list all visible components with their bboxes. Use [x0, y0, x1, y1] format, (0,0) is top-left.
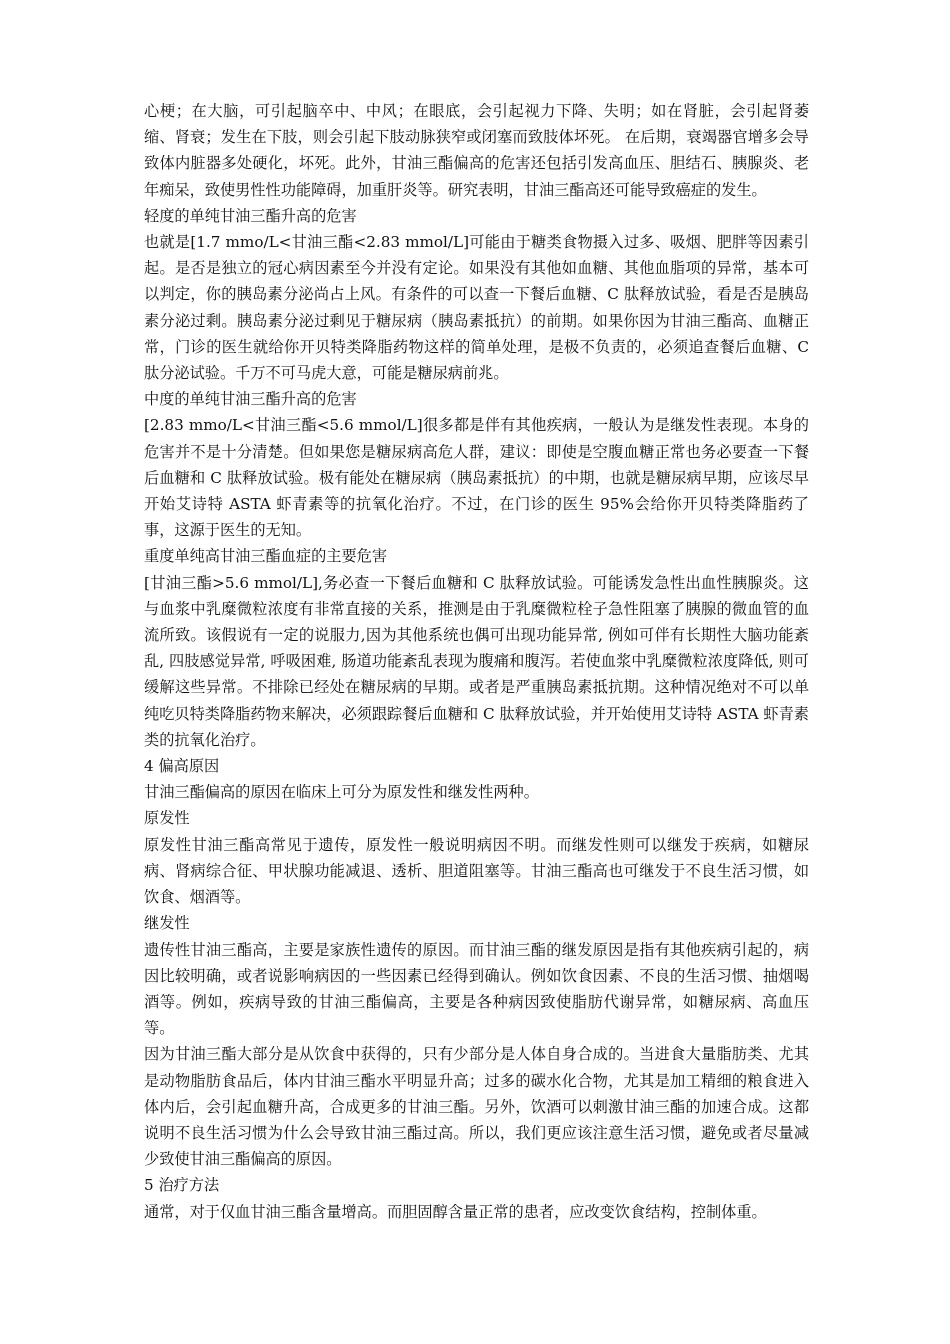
paragraph-severe-elevation: [甘油三酯>5.6 mmol/L],务必查一下餐后血糖和 C 肽释放试验。可能诱发急性出血性胰腺炎。这与血浆中乳糜微粒浓度有非常直接的关系，推测是由于乳糜微粒栓子急性阻塞了胰腺的微血管的血流所致。该假说有一定的说服力,因为其他系统也偶可出现功能异常, 例如可伴有长期性大脑功能紊乱, 四肢感觉异常, 呼吸困难, 肠道功能紊乱表现为腹痛和腹泻。若使血浆中乳糜微粒浓度降低, 则可缓解这些异常。不排除已经处在糖尿病的早期。或者是严重胰岛素抵抗期。这种情况绝对不可以单纯吃贝特类降脂药物来解决，必须跟踪餐后血糖和 C 肽释放试验，并开始使用艾诗特 ASTA 虾青素类的抗氧化治疗。	[144, 573, 809, 749]
paragraph-complications: 心梗；在大脑，可引起脑卒中、中风；在眼底，会引起视力下降、失明；如在肾脏，会引起肾萎缩、肾衰；发生在下肢，则会引起下肢动脉狭窄或闭塞而致肢体坏死。 在后期，衰竭器官增多会导致体内脏器多处硬化，坏死。此外，甘油三酯偏高的危害还包括引发高血压、胆结石、胰腺炎、老年痴呆，致使男性性功能障碍，加重肝炎等。研究表明，甘油三酯高还可能导致癌症的发生。	[144, 102, 809, 199]
paragraph-secondary: 遗传性甘油三酯高，主要是家族性遗传的原因。而甘油三酯的继发原因是指有其他疾病引起的，病因比较明确，或者说影响病因的一些因素已经得到确认。例如饮食因素、不良的生活习惯、抽烟喝酒等。例如，疾病导致的甘油三酯偏高，主要是各种病因致使脂肪代谢异常，如糖尿病、高血压等。	[144, 940, 809, 1038]
document-page	[144, 98, 809, 1225]
paragraph-moderate-elevation: [2.83 mmo/L<甘油三酯<5.6 mmol/L]很多都是伴有其他疾病，一般认为是继发性表现。本身的危害并不是十分清楚。但如果您是糖尿病高危人群，建议：即使是空腹血糖正常也务必要查一下餐后血糖和 C 肽释放试验。极有能处在糖尿病（胰岛素抵抗）的中期，也就是糖尿病早期，应该尽早开始艾诗特 ASTA 虾青素等的抗氧化治疗。不过，在门诊的医生 95%会给你开贝特类降脂药了事，这源于医生的无知。	[144, 416, 809, 540]
paragraph-diet-lifestyle: 因为甘油三酯大部分是从饮食中获得的，只有少部分是人体自身合成的。当进食大量脂肪类、尤其是动物脂肪食品后，体内甘油三酯水平明显升高；过多的碳水化合物，尤其是加工精细的粮食进入体内后，会引起血糖升高，合成更多的甘油三酯。另外，饮酒可以刺激甘油三酯的加速合成。这都说明不良生活习惯为什么会导致甘油三酯过高。所以，我们更应该注意生活习惯，避免或者尽量减少致使甘油三酯偏高的原因。	[144, 1045, 809, 1169]
heading-secondary: 继发性	[144, 914, 190, 933]
paragraph-primary: 原发性甘油三酯高常见于遗传，原发性一般说明病因不明。而继发性则可以继发于疾病，如糖尿病、肾病综合征、甲状腺功能减退、透析、胆道阻塞等。甘油三酯高也可继发于不良生活习惯，如饮食、烟酒等。	[144, 835, 809, 907]
heading-primary: 原发性	[144, 809, 190, 828]
paragraph-mild-elevation: 也就是[1.7 mmo/L<甘油三酯<2.83 mmol/L]可能由于糖类食物摄入过多、吸烟、肥胖等因素引起。是否是独立的冠心病因素至今并没有定论。如果没有其他如血糖、其他血脂项的异常，基本可以判定，你的胰岛素分泌尚占上风。有条件的可以查一下餐后血糖、C 肽释放试验，看是否是胰岛素分泌过剩。胰岛素分泌过剩见于糖尿病（胰岛素抵抗）的前期。如果你因为甘油三酯高、血糖正常，门诊的医生就给你开贝特类降脂药物这样的简单处理，是极不负责的，必须追查餐后血糖、C 肽分泌试验。千万不可马虎大意，可能是糖尿病前兆。	[144, 233, 809, 383]
paragraph-treatment: 通常，对于仅血甘油三酯含量增高。而胆固醇含量正常的患者，应改变饮食结构，控制体重。	[144, 1202, 767, 1221]
heading-moderate-elevation: 中度的单纯甘油三酯升高的危害	[144, 390, 357, 409]
paragraph-causes-intro: 甘油三酯偏高的原因在临床上可分为原发性和继发性两种。	[144, 783, 539, 802]
heading-severe-elevation: 重度单纯高甘油三酯血症的主要危害	[144, 547, 387, 566]
heading-treatment: 5 治疗方法	[144, 1176, 220, 1195]
heading-causes: 4 偏高原因	[144, 757, 220, 776]
heading-mild-elevation: 轻度的单纯甘油三酯升高的危害	[144, 206, 357, 225]
